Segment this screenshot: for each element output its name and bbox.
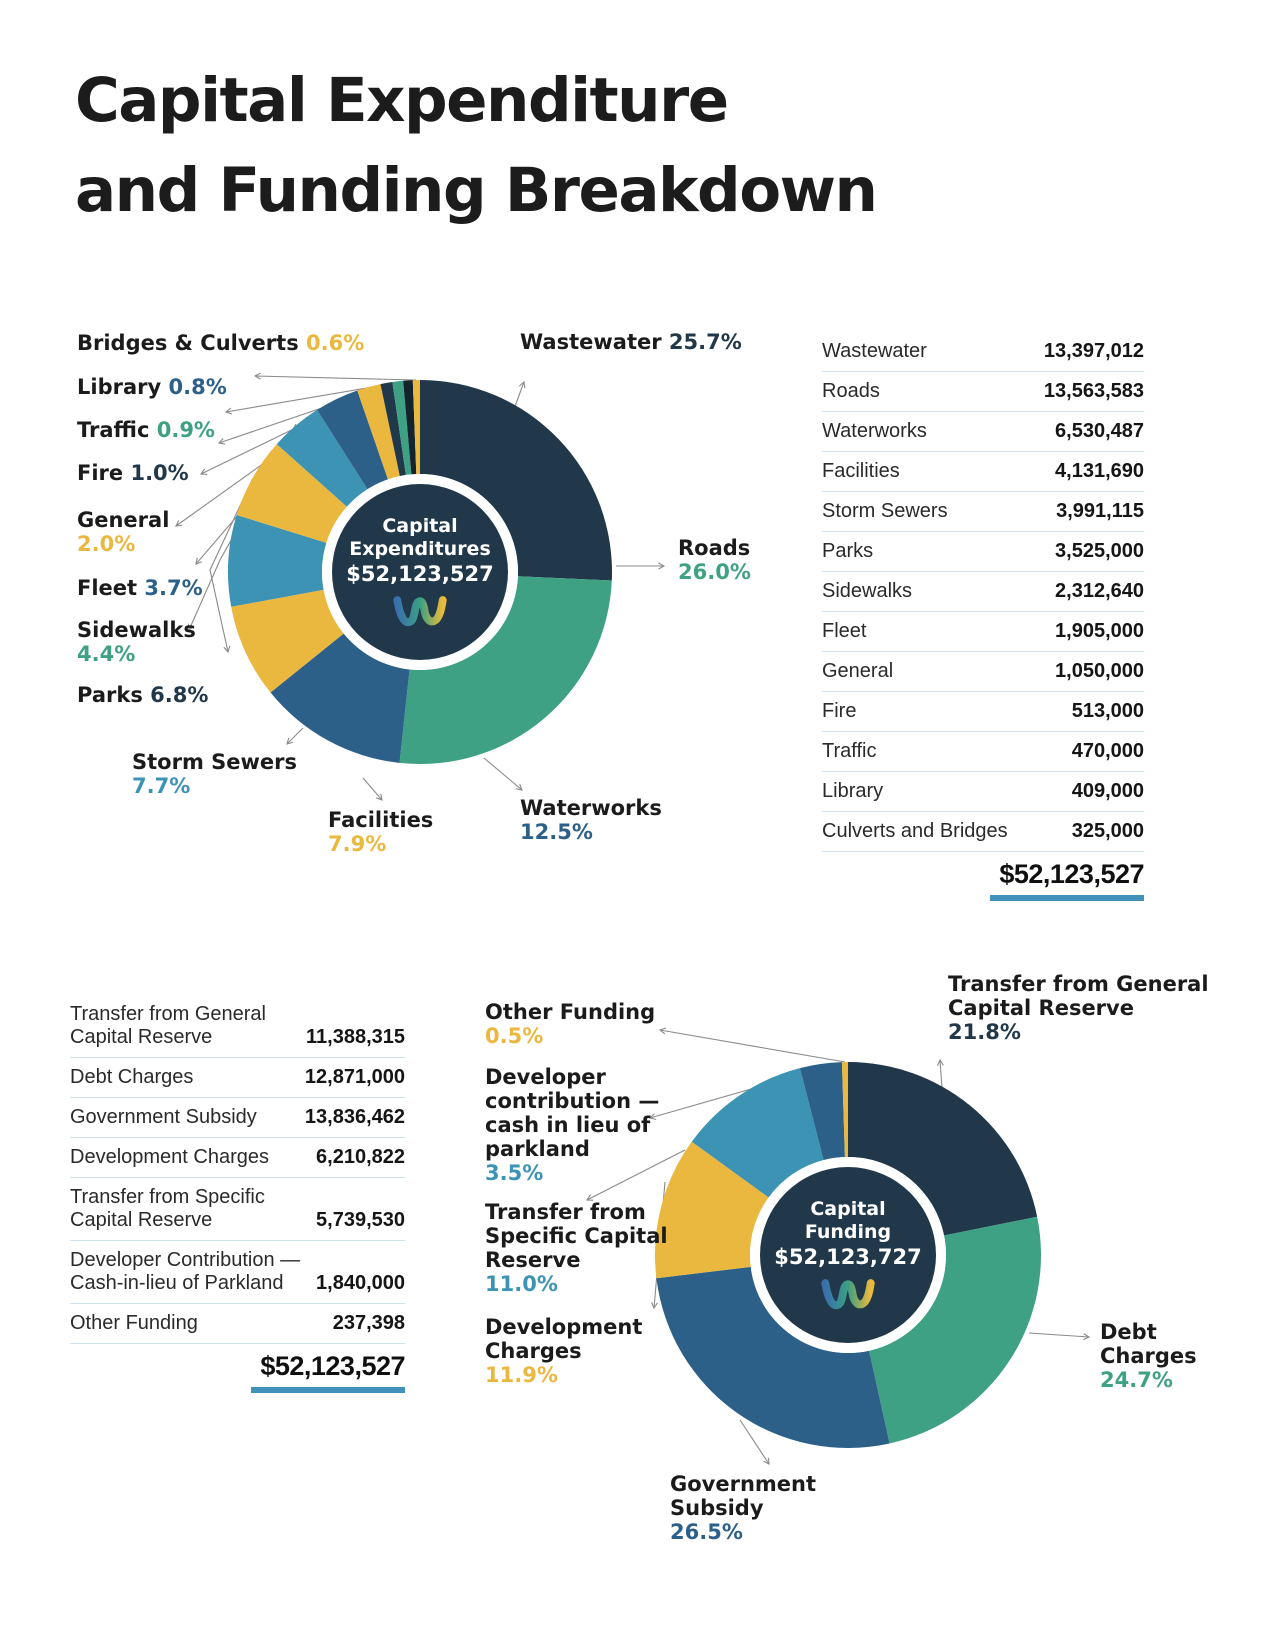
row-value: 5,739,530 bbox=[316, 1209, 405, 1231]
leader-line-other-funding bbox=[660, 1030, 845, 1062]
row-label: General bbox=[822, 660, 894, 682]
capital-funding-table bbox=[70, 995, 405, 1393]
slice-label-text: Wastewater bbox=[520, 330, 669, 354]
slice-label-text: Fleet bbox=[77, 576, 145, 600]
slice-percent: 0.9% bbox=[156, 418, 215, 442]
row-label: Culverts and Bridges bbox=[822, 820, 1008, 842]
row-value: 3,991,115 bbox=[1056, 500, 1144, 522]
row-label: Storm Sewers bbox=[822, 500, 948, 522]
table-row-other-funding bbox=[70, 1304, 405, 1344]
slice-percent: 3.7% bbox=[144, 576, 203, 600]
table-row-culverts-and-bridges bbox=[822, 812, 1144, 852]
row-value: 409,000 bbox=[1071, 780, 1144, 802]
row-value: 11,388,315 bbox=[306, 1026, 405, 1048]
slice-label-text: Library bbox=[77, 375, 169, 399]
w-wave-logo bbox=[820, 1277, 876, 1312]
table-row-sidewalks bbox=[822, 572, 1144, 612]
row-value: 6,210,822 bbox=[316, 1146, 405, 1168]
row-label: Development Charges bbox=[70, 1146, 269, 1168]
slice-label-waterworks bbox=[520, 796, 662, 844]
slice-label-text: Reserve bbox=[485, 1248, 581, 1272]
slice-label-text: Development bbox=[485, 1315, 643, 1339]
row-value: 237,398 bbox=[332, 1312, 405, 1334]
slice-label-text: Facilities bbox=[328, 808, 434, 832]
slice-percent: 0.6% bbox=[306, 331, 365, 355]
row-label: Traffic bbox=[822, 740, 877, 762]
table-row-wastewater bbox=[822, 332, 1144, 372]
row-label: Parks bbox=[822, 540, 874, 562]
row-label: Other Funding bbox=[70, 1312, 198, 1334]
row-value: 2,312,640 bbox=[1055, 580, 1144, 602]
center-title-line: Expenditures bbox=[349, 538, 491, 560]
row-value: 1,050,000 bbox=[1055, 660, 1144, 682]
table-total-amount: $52,123,527 bbox=[260, 1351, 405, 1381]
slice-label-text: Storm Sewers bbox=[132, 750, 298, 774]
table-row-fire bbox=[822, 692, 1144, 732]
table-row-facilities bbox=[822, 452, 1144, 492]
row-value: 1,840,000 bbox=[316, 1272, 405, 1294]
row-value: 12,871,000 bbox=[304, 1066, 405, 1088]
row-label: Developer Contribution — Cash-in-lieu of Parkland bbox=[70, 1249, 301, 1294]
slice-percent: 1.0% bbox=[130, 461, 189, 485]
slice-label-text: General bbox=[77, 508, 170, 532]
table-row-transfer-from-specific-capital-reserve bbox=[70, 1178, 405, 1241]
row-label: Fire bbox=[822, 700, 857, 722]
slice-label-text: Transfer from General bbox=[948, 972, 1209, 996]
row-value: 6,530,487 bbox=[1055, 420, 1144, 442]
leader-line-facilities bbox=[363, 778, 382, 800]
slice-label-text: Government bbox=[670, 1472, 817, 1496]
slice-label-text: parkland bbox=[485, 1137, 590, 1161]
row-label: Sidewalks bbox=[822, 580, 913, 602]
row-label: Transfer from Specific Capital Reserve bbox=[70, 1186, 265, 1231]
table-row-storm-sewers bbox=[822, 492, 1144, 532]
center-title-line: Capital bbox=[810, 1198, 886, 1220]
table-row-debt-charges bbox=[70, 1058, 405, 1098]
slice-label-text: cash in lieu of bbox=[485, 1113, 651, 1137]
slice-percent: 6.8% bbox=[150, 683, 209, 707]
total-underline-bar bbox=[990, 895, 1144, 901]
table-row-traffic bbox=[822, 732, 1144, 772]
slice-percent: 0.8% bbox=[168, 375, 227, 399]
capital-funding-center-disk bbox=[760, 1167, 936, 1343]
slice-percent: 26.5% bbox=[670, 1520, 743, 1544]
table-row-fleet bbox=[822, 612, 1144, 652]
row-label: Transfer from General Capital Reserve bbox=[70, 1003, 266, 1048]
row-label: Government Subsidy bbox=[70, 1106, 257, 1128]
slice-label-general bbox=[77, 508, 169, 556]
slice-label-government-subsidy bbox=[670, 1472, 816, 1544]
center-title-line: Funding bbox=[804, 1221, 892, 1243]
capital-funding-donut-chart bbox=[440, 920, 1240, 1600]
page-title bbox=[75, 56, 876, 236]
slice-label-traffic bbox=[77, 418, 215, 442]
slice-label-roads bbox=[678, 536, 751, 584]
center-title-line: Capital bbox=[382, 515, 458, 537]
slice-label-text: Waterworks bbox=[520, 796, 662, 820]
w-wave-logo bbox=[392, 594, 448, 629]
row-label: Roads bbox=[822, 380, 880, 402]
slice-label-storm-sewers bbox=[132, 750, 297, 798]
row-value: 4,131,690 bbox=[1055, 460, 1144, 482]
slice-label-text: Capital Reserve bbox=[948, 996, 1134, 1020]
slice-label-text: Sidewalks bbox=[77, 618, 196, 642]
row-value: 13,836,462 bbox=[304, 1106, 405, 1128]
slice-percent: 12.5% bbox=[520, 820, 593, 844]
row-label: Facilities bbox=[822, 460, 900, 482]
slice-label-sidewalks bbox=[77, 618, 196, 666]
slice-percent: 2.0% bbox=[77, 532, 136, 556]
table-row-library bbox=[822, 772, 1144, 812]
slice-percent: 25.7% bbox=[668, 330, 742, 354]
table-row-developer-contribution-cash-in-lieu-of-parkland bbox=[70, 1241, 405, 1304]
row-value: 3,525,000 bbox=[1055, 540, 1144, 562]
slice-label-text: Specific Capital bbox=[485, 1224, 668, 1248]
slice-percent: 4.4% bbox=[77, 642, 136, 666]
row-label: Debt Charges bbox=[70, 1066, 194, 1088]
slice-label-development-charges bbox=[485, 1315, 642, 1387]
row-value: 513,000 bbox=[1071, 700, 1144, 722]
capital-expenditures-donut-chart bbox=[60, 300, 780, 875]
center-amount: $52,123,527 bbox=[346, 562, 494, 586]
slice-percent: 11.9% bbox=[485, 1363, 558, 1387]
slice-label-transfer-from-specific-capital-reserve bbox=[485, 1200, 668, 1296]
center-amount: $52,123,727 bbox=[774, 1245, 922, 1269]
slice-label-developer-contribution-cash-in-lieu-of-parkland bbox=[485, 1065, 659, 1185]
slice-percent: 0.5% bbox=[485, 1024, 544, 1048]
leader-line-bridges-culverts bbox=[255, 376, 416, 380]
table-row-general bbox=[822, 652, 1144, 692]
page-title-line2: and Funding Breakdown bbox=[75, 155, 877, 226]
table-total-amount: $52,123,527 bbox=[999, 859, 1144, 889]
slice-label-text: contribution — bbox=[485, 1089, 660, 1113]
page-title-line1: Capital Expenditure bbox=[75, 65, 728, 136]
table-total bbox=[70, 1351, 405, 1393]
slice-label-text: Charges bbox=[485, 1339, 582, 1363]
table-row-roads bbox=[822, 372, 1144, 412]
table-row-waterworks bbox=[822, 412, 1144, 452]
slice-label-text: Developer bbox=[485, 1065, 606, 1089]
slice-percent: 7.7% bbox=[132, 774, 191, 798]
capital-expenditures-center-disk bbox=[332, 484, 508, 660]
slice-label-debt-charges bbox=[1100, 1320, 1197, 1392]
table-total bbox=[822, 859, 1144, 901]
slice-label-text: Debt bbox=[1100, 1320, 1157, 1344]
row-value: 470,000 bbox=[1071, 740, 1144, 762]
total-underline-bar bbox=[251, 1387, 405, 1393]
slice-percent: 7.9% bbox=[328, 832, 387, 856]
capital-expenditures-table bbox=[822, 332, 1144, 901]
slice-label-other-funding bbox=[485, 1000, 655, 1048]
slice-percent: 21.8% bbox=[948, 1020, 1021, 1044]
slice-label-library bbox=[77, 375, 227, 399]
slice-label-facilities bbox=[328, 808, 433, 856]
table-row-transfer-from-general-capital-reserve bbox=[70, 995, 405, 1058]
table-row-government-subsidy bbox=[70, 1098, 405, 1138]
row-value: 13,563,583 bbox=[1043, 380, 1144, 402]
row-label: Wastewater bbox=[822, 340, 927, 362]
slice-label-wastewater bbox=[520, 330, 742, 354]
leader-line-storm-sewers bbox=[287, 728, 303, 744]
leader-line-waterworks bbox=[484, 758, 522, 790]
slice-percent: 24.7% bbox=[1100, 1368, 1173, 1392]
slice-percent: 3.5% bbox=[485, 1161, 544, 1185]
slice-label-fire bbox=[77, 461, 189, 485]
slice-percent: 26.0% bbox=[678, 560, 751, 584]
row-value: 325,000 bbox=[1071, 820, 1144, 842]
row-value: 1,905,000 bbox=[1055, 620, 1144, 642]
slice-label-text: Subsidy bbox=[670, 1496, 764, 1520]
slice-label-text: Transfer from bbox=[485, 1200, 646, 1224]
slice-label-bridges-culverts bbox=[77, 331, 364, 355]
slice-label-text: Other Funding bbox=[485, 1000, 656, 1024]
slice-percent: 11.0% bbox=[485, 1272, 558, 1296]
slice-label-parks bbox=[77, 683, 208, 707]
leader-line-transfer-from-general-capital-reserve bbox=[940, 1060, 942, 1088]
slice-label-text: Roads bbox=[678, 536, 751, 560]
row-label: Waterworks bbox=[822, 420, 927, 442]
row-value: 13,397,012 bbox=[1043, 340, 1144, 362]
table-row-development-charges bbox=[70, 1138, 405, 1178]
slice-label-text: Parks bbox=[77, 683, 151, 707]
row-label: Fleet bbox=[822, 620, 867, 642]
slice-label-text: Traffic bbox=[77, 418, 157, 442]
slice-label-text: Fire bbox=[77, 461, 131, 485]
leader-line-debt-charges bbox=[1029, 1333, 1089, 1337]
row-label: Library bbox=[822, 780, 884, 802]
slice-label-text: Charges bbox=[1100, 1344, 1197, 1368]
slice-label-transfer-from-general-capital-reserve bbox=[948, 972, 1209, 1044]
slice-label-text: Bridges & Culverts bbox=[77, 331, 307, 355]
table-row-parks bbox=[822, 532, 1144, 572]
slice-label-fleet bbox=[77, 576, 203, 600]
